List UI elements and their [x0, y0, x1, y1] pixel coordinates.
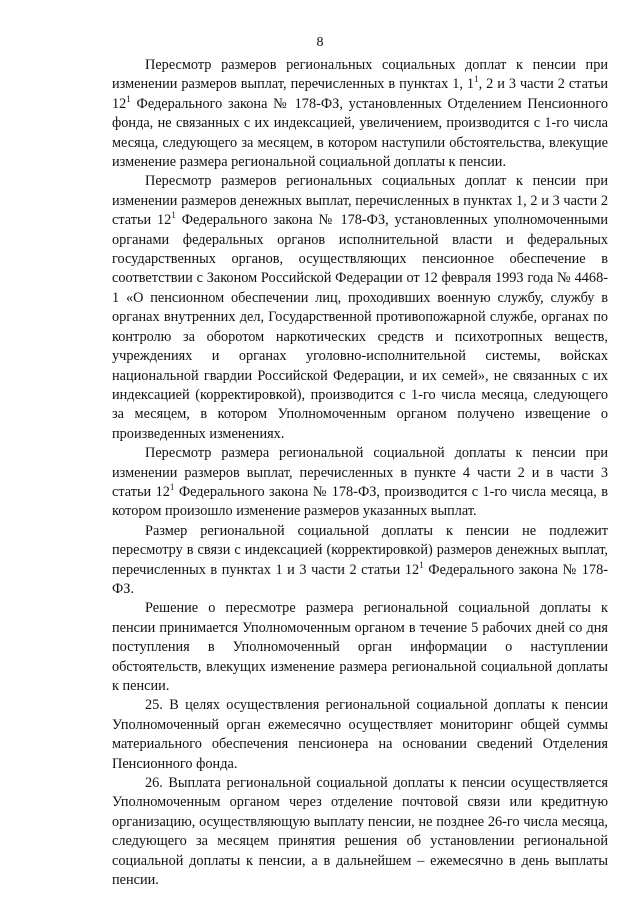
- text-run: Федерального закона № 178-ФЗ.: [112, 561, 608, 597]
- text-run: 26. Выплата региональной социальной доплаты к пенсии осуществляется Уполномоченным органом через отделение почтовой связи или кредитную организацию, осуществляющую выплату пенсии, не позднее 26-го числа месяца, следующего за месяцем принятия решения об установлении региональной социальной доплаты к пенсии, а в дальнейшем – ежемесячно в день выплаты пенсии.: [112, 775, 608, 889]
- paragraph-3: [112, 444, 608, 522]
- paragraph-5: [112, 599, 608, 696]
- text-run: Пересмотр размеров региональных социальных доплат к пенсии при изменении размеров выплат, перечисленных в пунктах 1, 1: [112, 57, 608, 93]
- document-body: [112, 56, 608, 890]
- paragraph-2: [112, 172, 608, 444]
- text-run: Решение о пересмотре размера региональной социальной доплаты к пенсии принимается Уполномоченным органом в течение 5 рабочих дней со дня поступления в Уполномоченный орган информации о наступлении обстоятельств, влекущих изменение размера региональной социальной доплаты к пенсии.: [112, 600, 608, 694]
- text-run: 25. В целях осуществления региональной социальной доплаты к пенсии Уполномоченный орган ежемесячно осуществляет мониторинг общей суммы материального обеспечения пенсионера на основании сведений Отделения Пенсионного фонда.: [112, 697, 608, 772]
- paragraph-1: [112, 56, 608, 172]
- superscript-index: 1: [474, 74, 479, 85]
- text-run: , 2 и 3 части 2 статьи 12: [112, 76, 609, 112]
- superscript-index: 1: [126, 94, 131, 105]
- text-run: Пересмотр размера региональной социальной доплаты к пенсии при изменении размеров выплат, перечисленных в пункте 4 части 2 и в части 3 статьи 12: [112, 445, 608, 500]
- superscript-index: 1: [169, 482, 175, 493]
- paragraph-4: [112, 522, 608, 600]
- paragraph-7: [112, 774, 608, 890]
- text-run: Федерального закона № 178-ФЗ, установленных Отделением Пенсионного фонда, не связанных с их индексацией, увеличением, производится с 1-го числа месяца, следующего за месяцем, в котором наступили обстоятельства, влекущие изменение размера региональной социальной доплаты к пенсии.: [112, 95, 608, 171]
- superscript-index: 1: [171, 210, 176, 221]
- text-run: Размер региональной социальной доплаты к пенсии не подлежит пересмотру в связи с индексацией (корректировкой) размеров денежных выплат, перечисленных в пунктах 1 и 3 части 2 статьи 12: [112, 522, 608, 578]
- page-number: 8: [316, 35, 324, 50]
- paragraph-6: [112, 696, 608, 774]
- superscript-index: 1: [419, 559, 424, 570]
- text-run: Федерального закона № 178-ФЗ, установленных уполномоченными органами федеральных органов исполнительной власти и федеральных государственных органов, осуществляющих пенсионное обеспечение в соответствии с Законом Российской Федерации от 12 февраля 1993 года № 4468-1 «О пенсионном обеспечении лиц, проходивших военную службу, службу в органах внутренних дел, Государственной противопожарной службе, органах по контролю за оборотом наркотических средств и психотропных веществ, учреждениях и органах уголовно-исполнительной системы, войсках национальной гвардии Российской Федерации, и их семей», не связанных с их индексацией (корректировкой), производится с 1-го числа месяца, следующего за месяцем, в котором Уполномоченным органом получено извещение о произведенных изменениях.: [112, 212, 608, 442]
- text-run: Пересмотр размеров региональных социальных доплат к пенсии при изменении размеров денежных выплат, перечисленных в пунктах 1, 2 и 3 части 2 статьи 12: [112, 173, 608, 229]
- text-run: Федерального закона № 178-ФЗ, производится с 1-го числа месяца, в котором произошло изменение размеров указанных выплат.: [112, 483, 608, 520]
